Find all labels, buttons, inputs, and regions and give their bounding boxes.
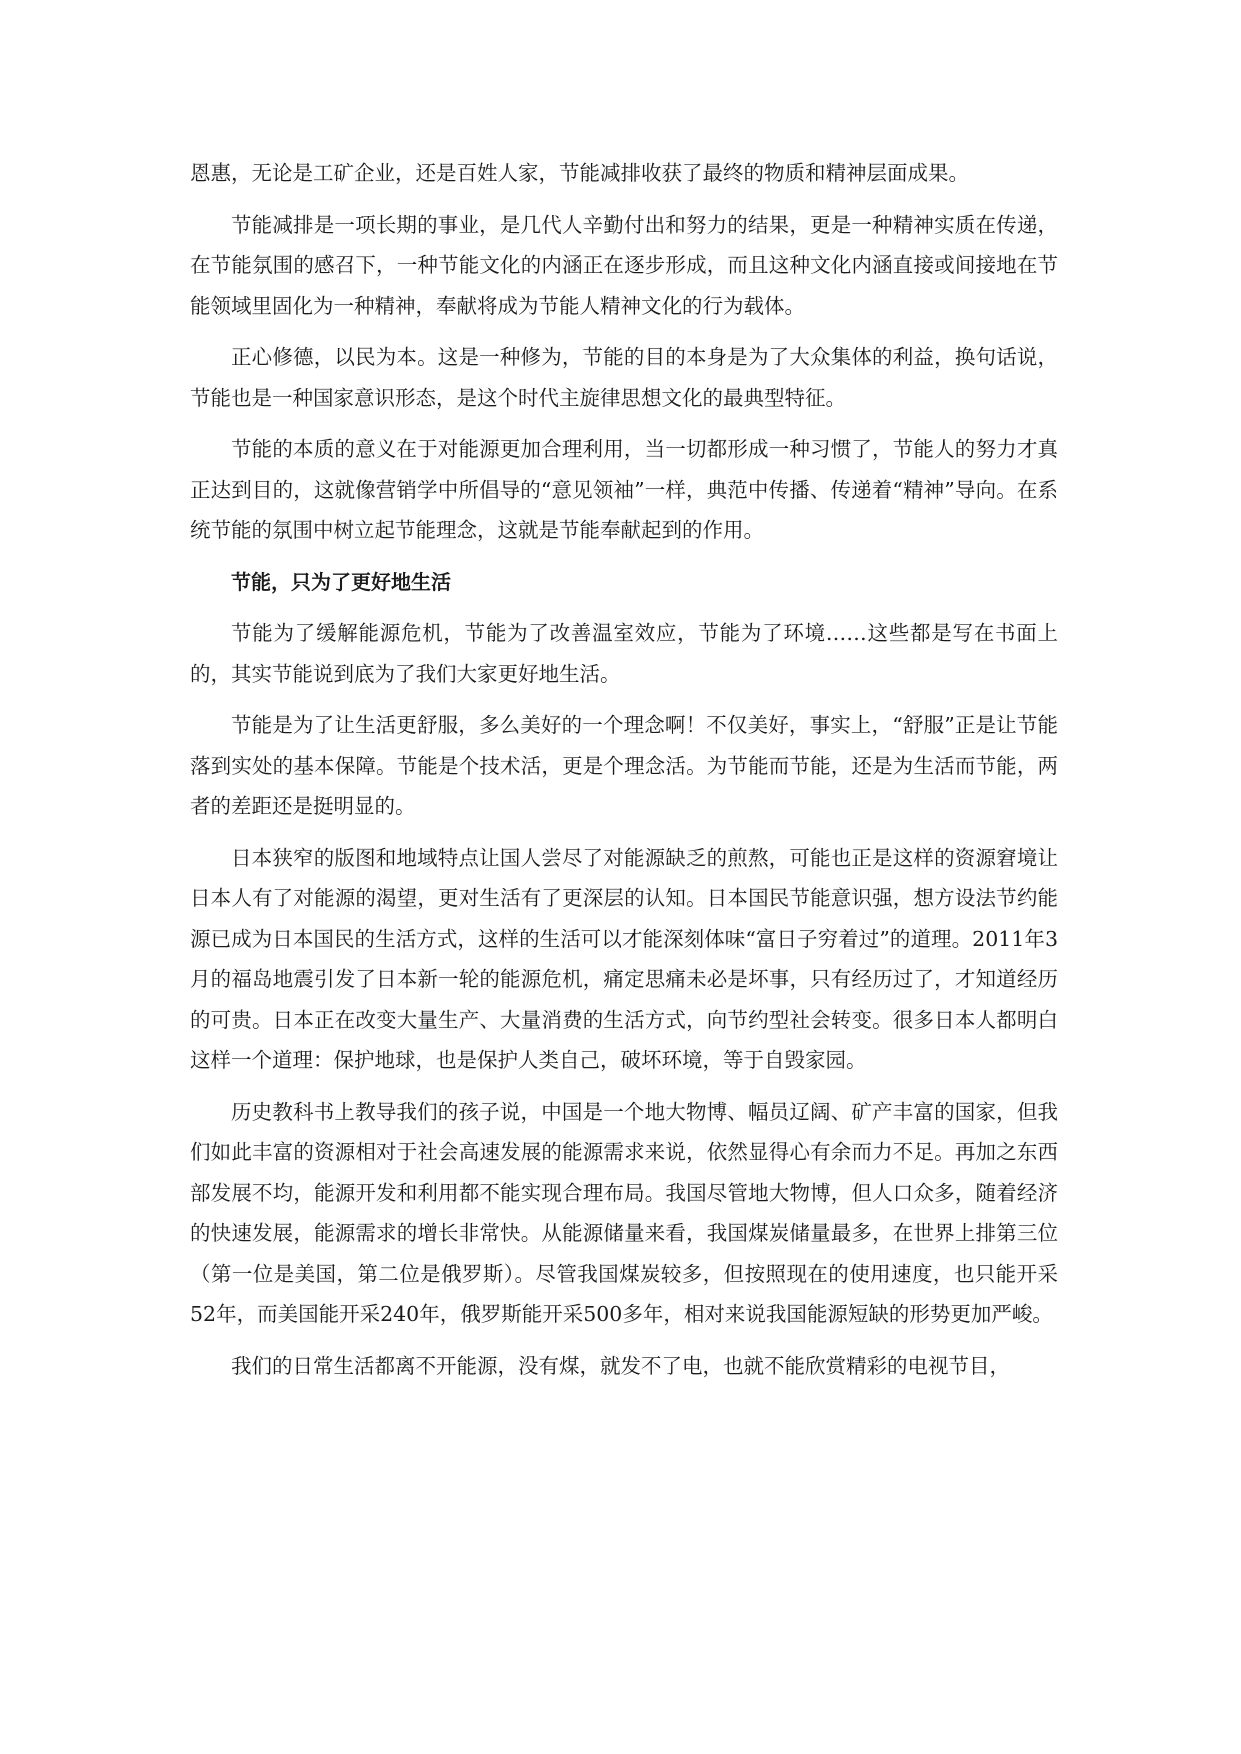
paragraph: 节能减排是一项长期的事业，是几代人辛勤付出和努力的结果，更是一种精神实质在传递，在节能氛围的感召下，一种节能文化的内涵正在逐步形成，而且这种文化内涵直接或间接地在节能领域里固化为一种精神，奉献将成为节能人精神文化的行为载体。 — [190, 212, 1058, 318]
paragraph: 正心修德，以民为本。这是一种修为，节能的目的本身是为了大众集体的利益，换句话说，节能也是一种国家意识形态，是这个时代主旋律思想文化的最典型特征。 — [190, 345, 1058, 410]
paragraph: 节能是为了让生活更舒服，多么美好的一个理念啊！不仅美好，事实上，“舒服”正是让节能落到实处的基本保障。节能是个技术活，更是个理念活。为节能而节能，还是为生活而节能，两者的差距还是挺明显的。 — [190, 713, 1058, 818]
paragraph: 日本狭窄的版图和地域特点让国人尝尽了对能源缺乏的煎熬，可能也正是这样的资源窘境让日本人有了对能源的渴望，更对生活有了更深层的认知。日本国民节能意识强，想方设法节约能源已成为日本国民的生活方式，这样的生活可以才能深刻体味“富日子穷着过”的道理。2011年3月的福岛地震引发了日本新一轮的能源危机，痛定思痛未必是坏事，只有经历过了，才知道经历的可贵。日本正在改变大量生产、大量消费的生活方式，向节约型社会转变。很多日本人都明白这样一个道理：保护地球，也是保护人类自己，破坏环境，等于自毁家园。 — [190, 845, 1058, 1072]
paragraph-continued: 恩惠，无论是工矿企业，还是百姓人家，节能减排收获了最终的物质和精神层面成果。 — [190, 161, 969, 185]
document-body — [190, 153, 1058, 1397]
paragraph: 节能的本质的意义在于对能源更加合理利用，当一切都形成一种习惯了，节能人的努力才真正达到目的，这就像营销学中所倡导的“意见领袖”一样，典范中传播、传递着“精神”导向。在系统节能的氛围中树立起节能理念，这就是节能奉献起到的作用。 — [190, 437, 1058, 542]
paragraph: 历史教科书上教导我们的孩子说，中国是一个地大物博、幅员辽阔、矿产丰富的国家，但我们如此丰富的资源相对于社会高速发展的能源需求来说，依然显得心有余而力不足。再加之东西部发展不均，能源开发和利用都不能实现合理布局。我国尽管地大物博，但人口众多，随着经济的快速发展，能源需求的增长非常快。从能源储量来看，我国煤炭储量最多，在世界上排第三位（第一位是美国，第二位是俄罗斯）。尽管我国煤炭较多，但按照现在的使用速度，也只能开采52年，而美国能开采240年，俄罗斯能开采500多年，相对来说我国能源短缺的形势更加严峻。 — [190, 1099, 1058, 1326]
section-heading: 节能，只为了更好地生活 — [231, 569, 451, 594]
paragraph: 我们的日常生活都离不开能源，没有煤，就发不了电，也就不能欣赏精彩的电视节目， — [231, 1353, 1010, 1378]
paragraph: 节能为了缓解能源危机，节能为了改善温室效应，节能为了环境……这些都是写在书面上的，其实节能说到底为了我们大家更好地生活。 — [190, 621, 1058, 686]
